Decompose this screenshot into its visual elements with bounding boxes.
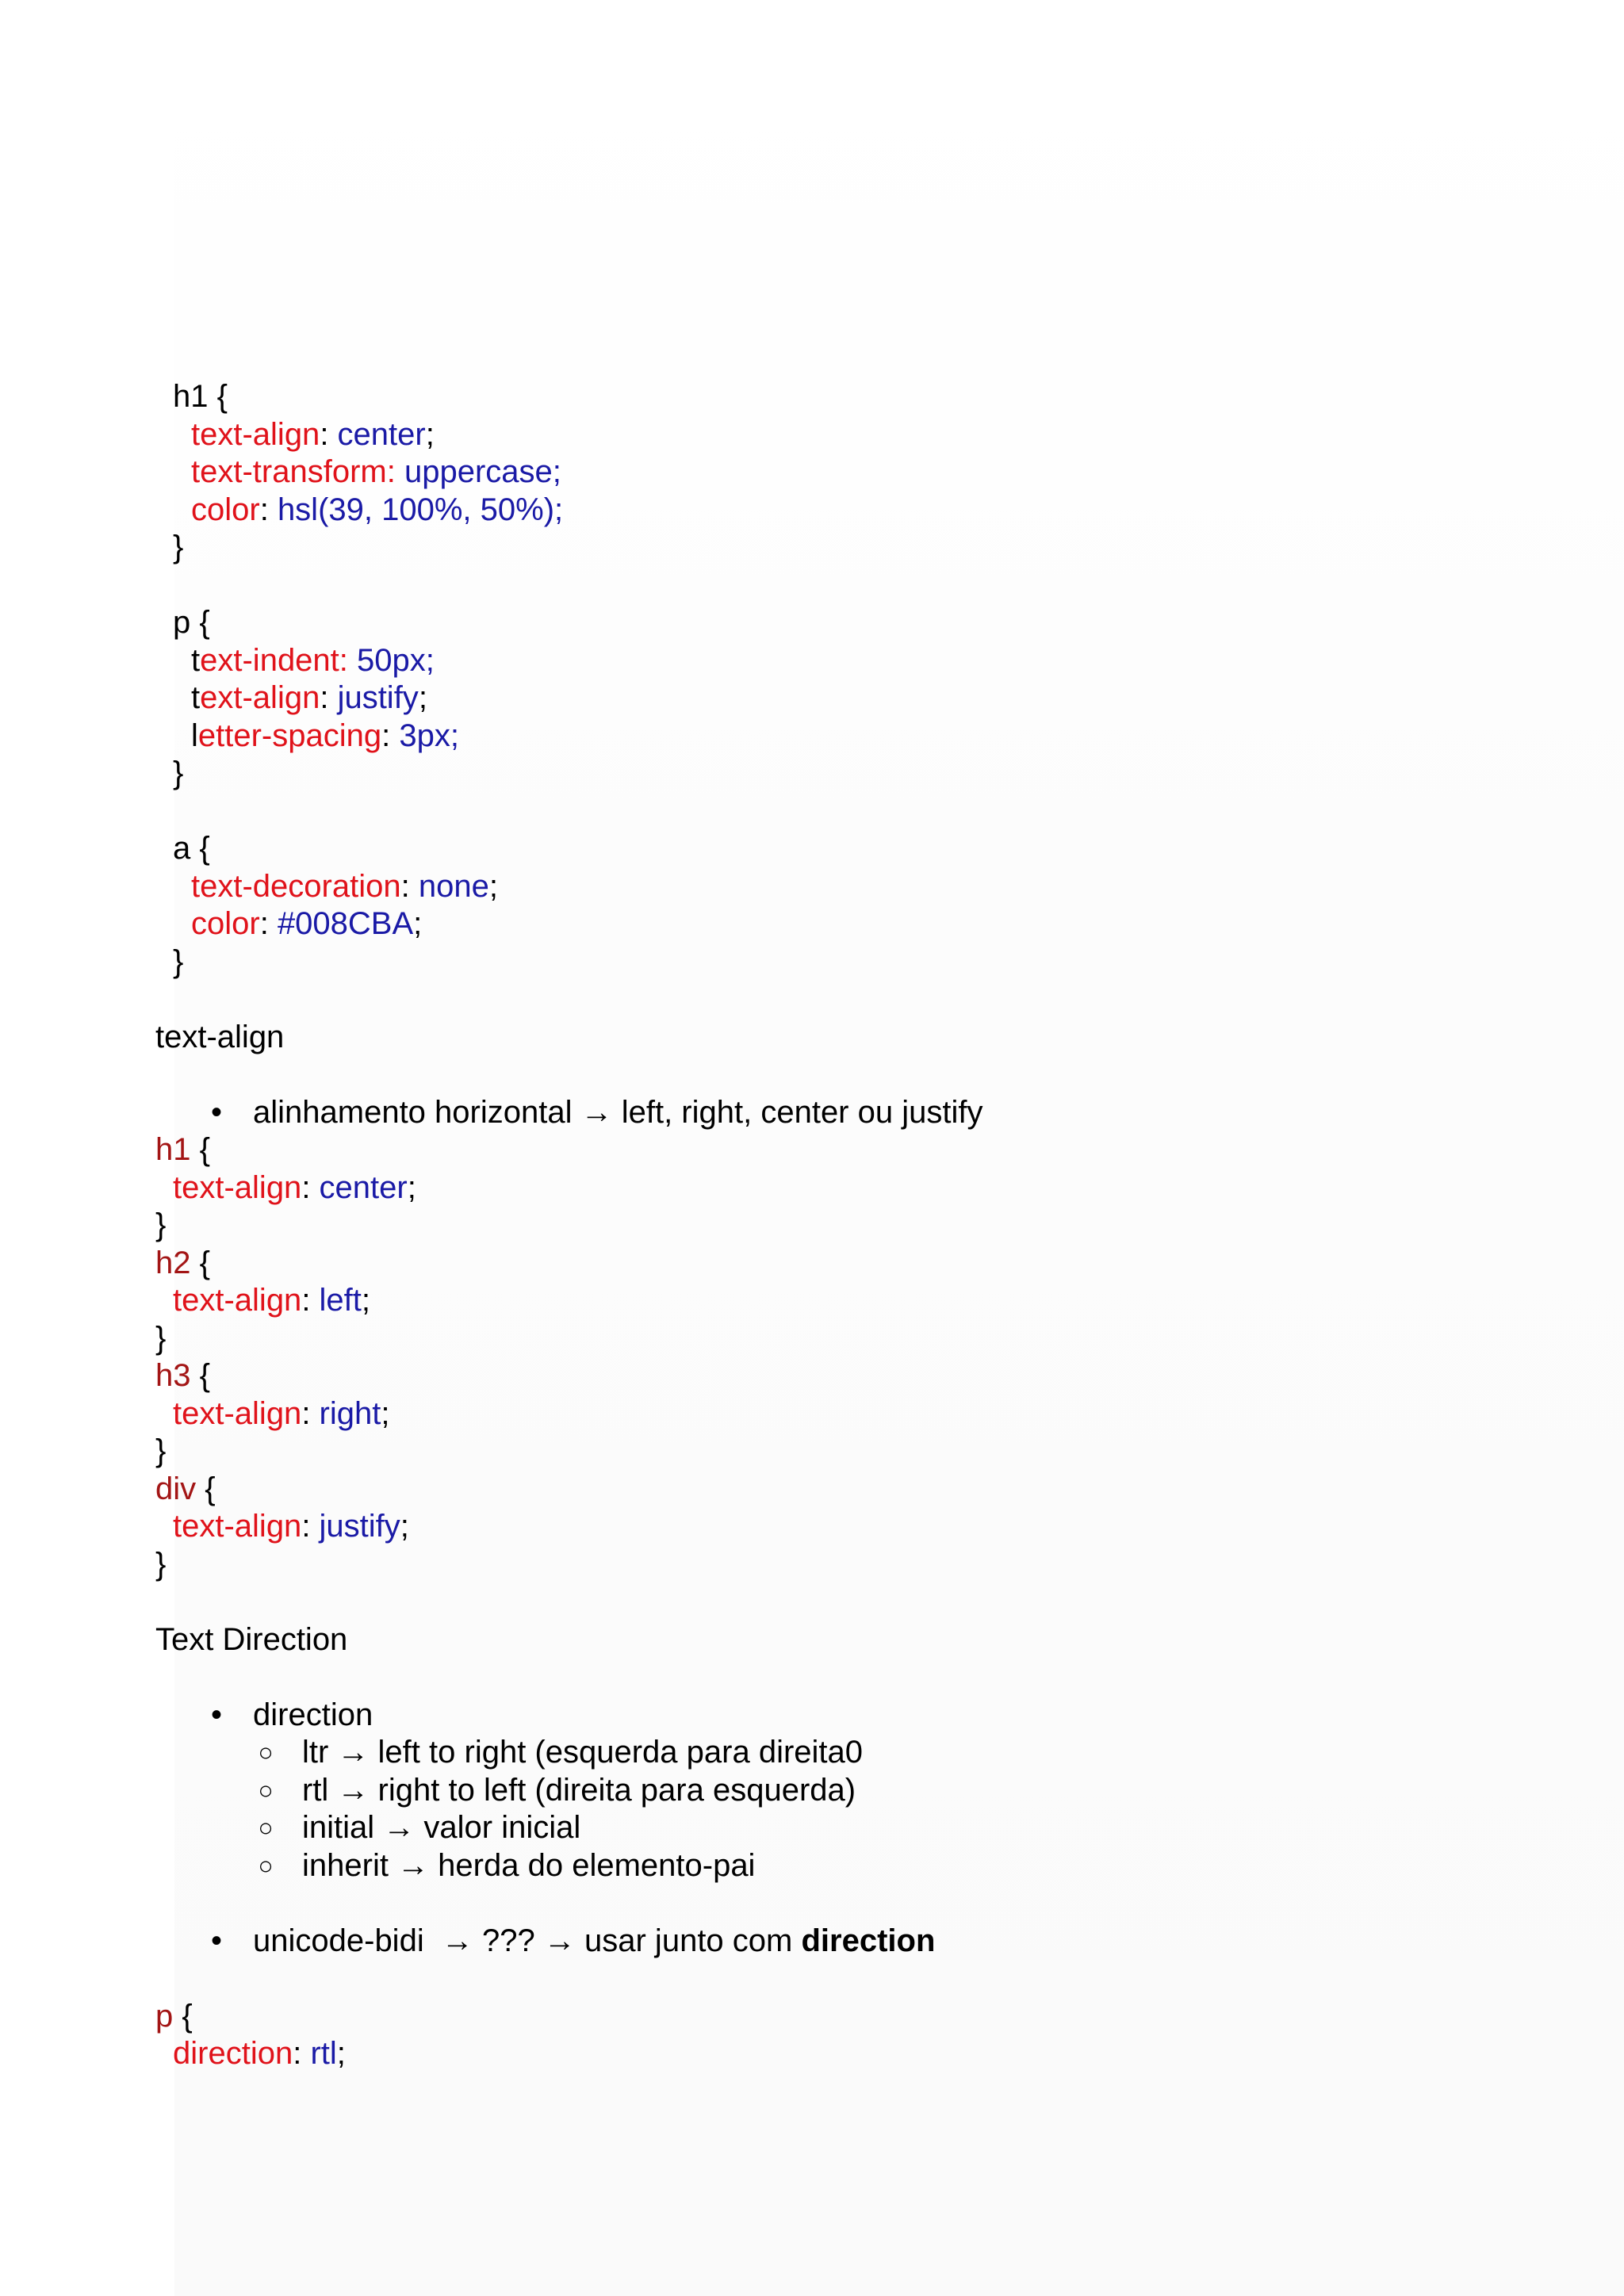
code-line: text-align: right;: [173, 1395, 390, 1431]
code-line: h3 {: [155, 1358, 210, 1393]
property-value: 3px: [399, 718, 450, 753]
bold-keyword: direction: [801, 1923, 936, 1958]
property-value: left: [319, 1283, 362, 1318]
circle-bullet-icon: ○: [258, 1850, 274, 1880]
circle-bullet-icon: ○: [258, 1738, 274, 1766]
code-line: }: [155, 1546, 167, 1582]
property-name: color: [191, 906, 260, 941]
code-line: text-align: left;: [173, 1283, 371, 1318]
code-line: div {: [155, 1471, 216, 1506]
property-value: none: [418, 868, 489, 904]
section-heading: Text Direction: [155, 1621, 348, 1657]
code-line: text-align: justify;: [173, 1509, 409, 1544]
property-name: ext-indent: [200, 642, 339, 678]
selector-text: a {: [173, 831, 210, 866]
code-line: text-indent: 50px;: [191, 642, 435, 678]
section-heading: text-align: [155, 1019, 285, 1054]
code-line: }: [173, 943, 184, 979]
list-item: • direction: [155, 1697, 1503, 1735]
sub-list-item: ○ initial → valor inicial: [155, 1809, 1503, 1847]
property-value: #008CBA: [277, 906, 414, 941]
property-value: rtl: [310, 2036, 337, 2071]
property-name: direction: [173, 2036, 293, 2071]
property-name: text-align: [191, 416, 320, 452]
property-value: uppercase: [404, 454, 553, 489]
code-line: text-align: justify;: [191, 680, 427, 715]
selector-text: p {: [173, 605, 210, 640]
property-name: text-align: [173, 1169, 302, 1205]
circle-bullet-icon: ○: [258, 1775, 274, 1804]
code-line: }: [155, 1320, 167, 1356]
selector-text: div: [155, 1471, 197, 1506]
property-name: text-transform: [191, 454, 387, 489]
code-line: [155, 604, 1503, 642]
property-value: center: [319, 1169, 408, 1205]
property-name: color: [191, 492, 260, 527]
property-name: text-align: [173, 1395, 302, 1431]
property-name: text-decoration: [191, 868, 401, 904]
property-name: ext-align: [200, 680, 320, 715]
property-value: center: [337, 416, 426, 452]
code-line: }: [155, 1207, 167, 1242]
code-line: }: [155, 1433, 167, 1468]
circle-bullet-icon: ○: [258, 1813, 274, 1842]
bullet-icon: •: [210, 1923, 222, 1958]
sub-list-item: ○ ltr → left to right (esquerda para direita0: [155, 1734, 1503, 1772]
code-line: color: hsl(39, 100%, 50%);: [191, 492, 564, 527]
property-value: justify: [337, 680, 419, 715]
list-item: • alinhamento horizontal → left, right, center ou justify: [155, 1094, 1503, 1132]
property-name: text-align: [173, 1509, 302, 1544]
code-line: text-decoration: none;: [191, 868, 498, 904]
code-line: [155, 830, 1503, 868]
property-value: 50px: [357, 642, 426, 678]
sub-list-item: ○ rtl → right to left (direita para esquerda): [155, 1772, 1503, 1810]
code-line: h1 {: [155, 1132, 210, 1167]
property-name: text-align: [173, 1283, 302, 1318]
selector-text: p: [155, 1998, 174, 2034]
list-item: • unicode-bidi → ??? → usar junto com direction: [155, 1923, 1503, 1961]
code-line: text-transform: uppercase;: [191, 454, 561, 489]
bullet-icon: •: [210, 1094, 222, 1130]
code-line: direction: rtl;: [173, 2036, 346, 2071]
sub-list-item: ○ inherit → herda do elemento-pai: [155, 1847, 1503, 1885]
property-value: right: [319, 1395, 381, 1431]
code-line: letter-spacing: 3px;: [191, 718, 459, 753]
code-line: text-align: center;: [173, 1169, 416, 1205]
selector-text: h2: [155, 1245, 191, 1280]
code-line: h2 {: [155, 1245, 210, 1280]
code-line: text-align: center;: [191, 416, 435, 452]
code-line: }: [173, 530, 184, 564]
selector-text: h1: [155, 1132, 191, 1167]
property-value: hsl(39, 100%, 50%): [277, 492, 555, 527]
property-value: justify: [319, 1509, 400, 1544]
selector-text: h1 {: [173, 379, 228, 414]
code-line: [155, 378, 1503, 416]
code-line: color: #008CBA;: [191, 906, 423, 941]
document-body: [155, 378, 1503, 2073]
code-line: p {: [155, 1998, 193, 2034]
selector-text: h3: [155, 1358, 191, 1393]
code-line: }: [173, 756, 184, 790]
property-name: etter-spacing: [197, 718, 382, 753]
bullet-icon: •: [210, 1697, 222, 1732]
